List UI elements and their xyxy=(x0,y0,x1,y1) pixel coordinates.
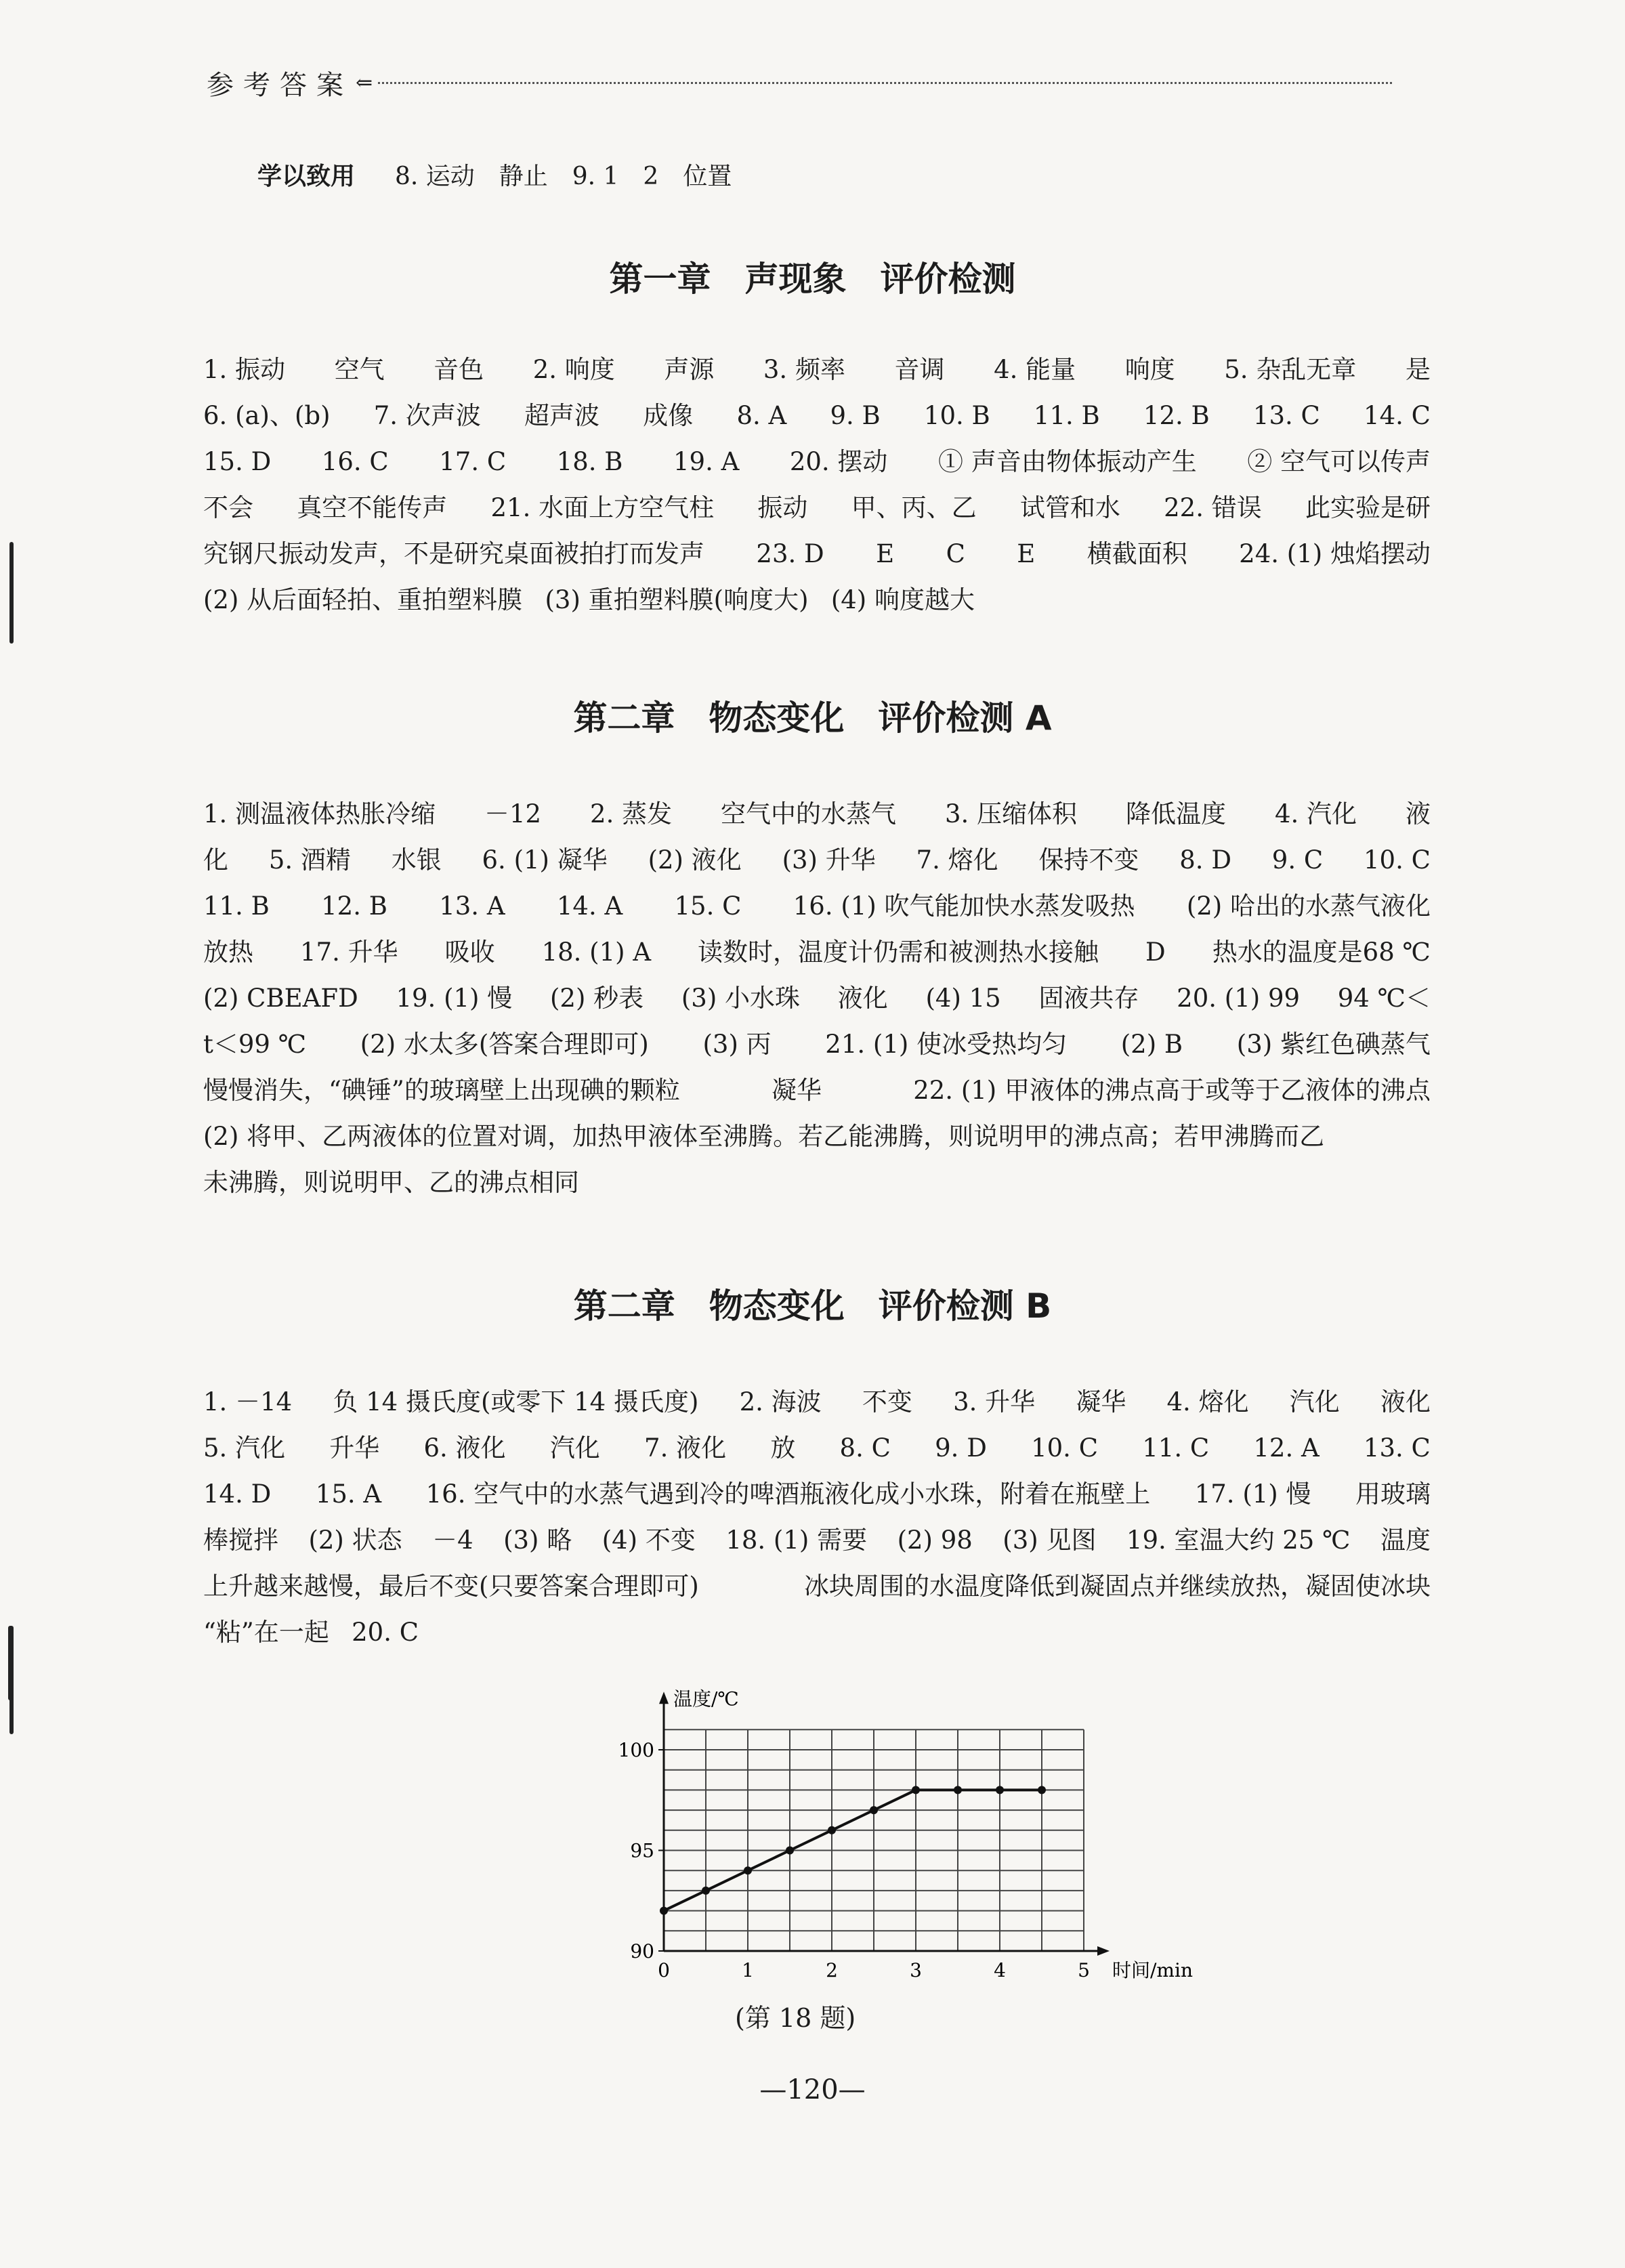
answer-line: 1. 振动 空气 音色 2. 响度 声源 3. 频率 音调 4. 能量 响度 5. 杂乱无章 是 xyxy=(203,355,1431,384)
x-tick-label: 4 xyxy=(994,1959,1006,1981)
answer-line: 未沸腾，则说明甲、乙的沸点相同 xyxy=(203,1168,579,1197)
answer-line: 14. D 15. A 16. 空气中的水蒸气遇到冷的啤酒瓶液化成小水珠，附着在瓶壁上 17. (1) 慢 用玻璃 xyxy=(203,1479,1431,1509)
data-point xyxy=(1038,1786,1046,1794)
answer-line: 化 5. 酒精 水银 6. (1) 凝华 (2) 液化 (3) 升华 7. 熔化 保持不变 8. D 9. C 10. C xyxy=(203,845,1431,875)
answer-line: 上升越来越慢，最后不变(只要答案合理即可) 冰块周围的水温度降低到凝固点并继续放热，凝固使冰块 xyxy=(203,1572,1431,1601)
data-point xyxy=(912,1786,920,1794)
x-tick-label: 5 xyxy=(1078,1959,1090,1981)
answer-line: 1. 测温液体热胀冷缩 －12 2. 蒸发 空气中的水蒸气 3. 压缩体积 降低温度 4. 汽化 液 xyxy=(203,799,1431,828)
data-point xyxy=(786,1847,794,1855)
answer-line: “粘”在一起 20. C xyxy=(203,1618,419,1647)
answer-line: 慢慢消失，“碘锤”的玻璃壁上出现碘的颗粒 凝华 22. (1) 甲液体的沸点高于或等于乙液体的沸点 xyxy=(203,1076,1431,1105)
y-tick-label: 100 xyxy=(618,1739,654,1761)
answer-line: (2) 将甲、乙两液体的位置对调，加热甲液体至沸腾。若乙能沸腾，则说明甲的沸点高；若甲沸腾而乙 xyxy=(203,1122,1325,1151)
answer-line: 1. －14 负 14 摄氏度(或零下 14 摄氏度) 2. 海波 不变 3. 升华 凝华 4. 熔化 汽化 液化 xyxy=(203,1387,1431,1416)
data-point xyxy=(828,1826,836,1834)
x-axis-arrow-icon xyxy=(1097,1946,1110,1956)
section-title-2: 第二章 物态变化 评价检测 A xyxy=(573,698,1052,738)
answer-line: (2) CBEAFD 19. (1) 慢 (2) 秒表 (3) 小水珠 液化 (4) 15 固液共存 20. (1) 99 94 ℃＜ xyxy=(203,984,1431,1013)
data-point xyxy=(744,1866,752,1874)
x-tick-label: 0 xyxy=(658,1959,670,1981)
y-tick-label: 90 xyxy=(630,1940,654,1962)
intro-line xyxy=(257,157,732,192)
y-tick-label: 95 xyxy=(630,1839,654,1862)
section-title-3: 第二章 物态变化 评价检测 B xyxy=(573,1286,1052,1326)
chart-caption: (第 18 题) xyxy=(735,2003,856,2033)
answer-line: t＜99 ℃ (2) 水太多(答案合理即可) (3) 丙 21. (1) 使冰受热均匀 (2) B (3) 紫红色碘蒸气 xyxy=(203,1030,1431,1059)
intro-label: 学以致用 xyxy=(257,163,356,190)
scan-edge-mark xyxy=(9,542,14,644)
data-point xyxy=(996,1786,1004,1794)
header-dotted-rule xyxy=(378,82,1392,84)
temperature-time-chart xyxy=(596,1653,1193,2046)
page-header xyxy=(207,62,1392,103)
section-title-1: 第一章 声现象 评价检测 xyxy=(609,259,1016,299)
x-tick-label: 1 xyxy=(742,1959,754,1981)
scan-edge-mark xyxy=(9,1694,14,1734)
answer-line: 15. D 16. C 17. C 18. B 19. A 20. 摆动 ① 声音由物体振动产生 ② 空气可以传声 xyxy=(203,447,1431,476)
answer-line: 5. 汽化 升华 6. 液化 汽化 7. 液化 放 8. C 9. D 10. C 11. C 12. A 13. C xyxy=(203,1433,1431,1463)
data-point xyxy=(660,1907,668,1915)
section-answers-2 xyxy=(203,791,1431,1206)
header-arrow-icon: ⇐ xyxy=(356,70,373,95)
x-tick-label: 3 xyxy=(910,1959,922,1981)
chart-svg xyxy=(596,1653,1193,1992)
y-axis-label: 温度/℃ xyxy=(673,1687,739,1710)
y-axis-arrow-icon xyxy=(659,1692,669,1704)
answer-line: 究钢尺振动发声，不是研究桌面被拍打而发声 23. D E C E 横截面积 24. (1) 烛焰摆动 xyxy=(203,539,1431,568)
answer-line: 6. (a)、(b) 7. 次声波 超声波 成像 8. A 9. B 10. B 11. B 12. B 13. C 14. C xyxy=(203,401,1431,430)
section-answers-3 xyxy=(203,1379,1431,1656)
answer-line: 11. B 12. B 13. A 14. A 15. C 16. (1) 吹气能加快水蒸发吸热 (2) 哈出的水蒸气液化 xyxy=(203,891,1431,921)
data-point xyxy=(702,1887,710,1895)
page-number: —120— xyxy=(759,2074,866,2105)
answer-line: 放热 17. 升华 吸收 18. (1) A 读数时，温度计仍需和被测热水接触 D 热水的温度是68 ℃ xyxy=(203,938,1431,967)
data-point xyxy=(870,1806,878,1814)
answer-line: 不会 真空不能传声 21. 水面上方空气柱 振动 甲、丙、乙 试管和水 22. 错误 此实验是研 xyxy=(203,493,1431,522)
answer-line: (2) 从后面轻拍、重拍塑料膜 (3) 重拍塑料膜(响度大) (4) 响度越大 xyxy=(203,585,975,614)
section-answers-1 xyxy=(203,347,1431,623)
intro-text: 8. 运动 静止 9. 1 2 位置 xyxy=(394,163,732,190)
scan-edge-mark xyxy=(8,1626,14,1700)
data-point xyxy=(954,1786,962,1794)
x-tick-label: 2 xyxy=(826,1959,838,1981)
header-title: 参考答案 xyxy=(207,69,353,101)
answer-line: 棒搅拌 (2) 状态 －4 (3) 略 (4) 不变 18. (1) 需要 (2) 98 (3) 见图 19. 室温大约 25 ℃ 温度 xyxy=(203,1526,1431,1555)
x-axis-label: 时间/min xyxy=(1112,1959,1193,1981)
